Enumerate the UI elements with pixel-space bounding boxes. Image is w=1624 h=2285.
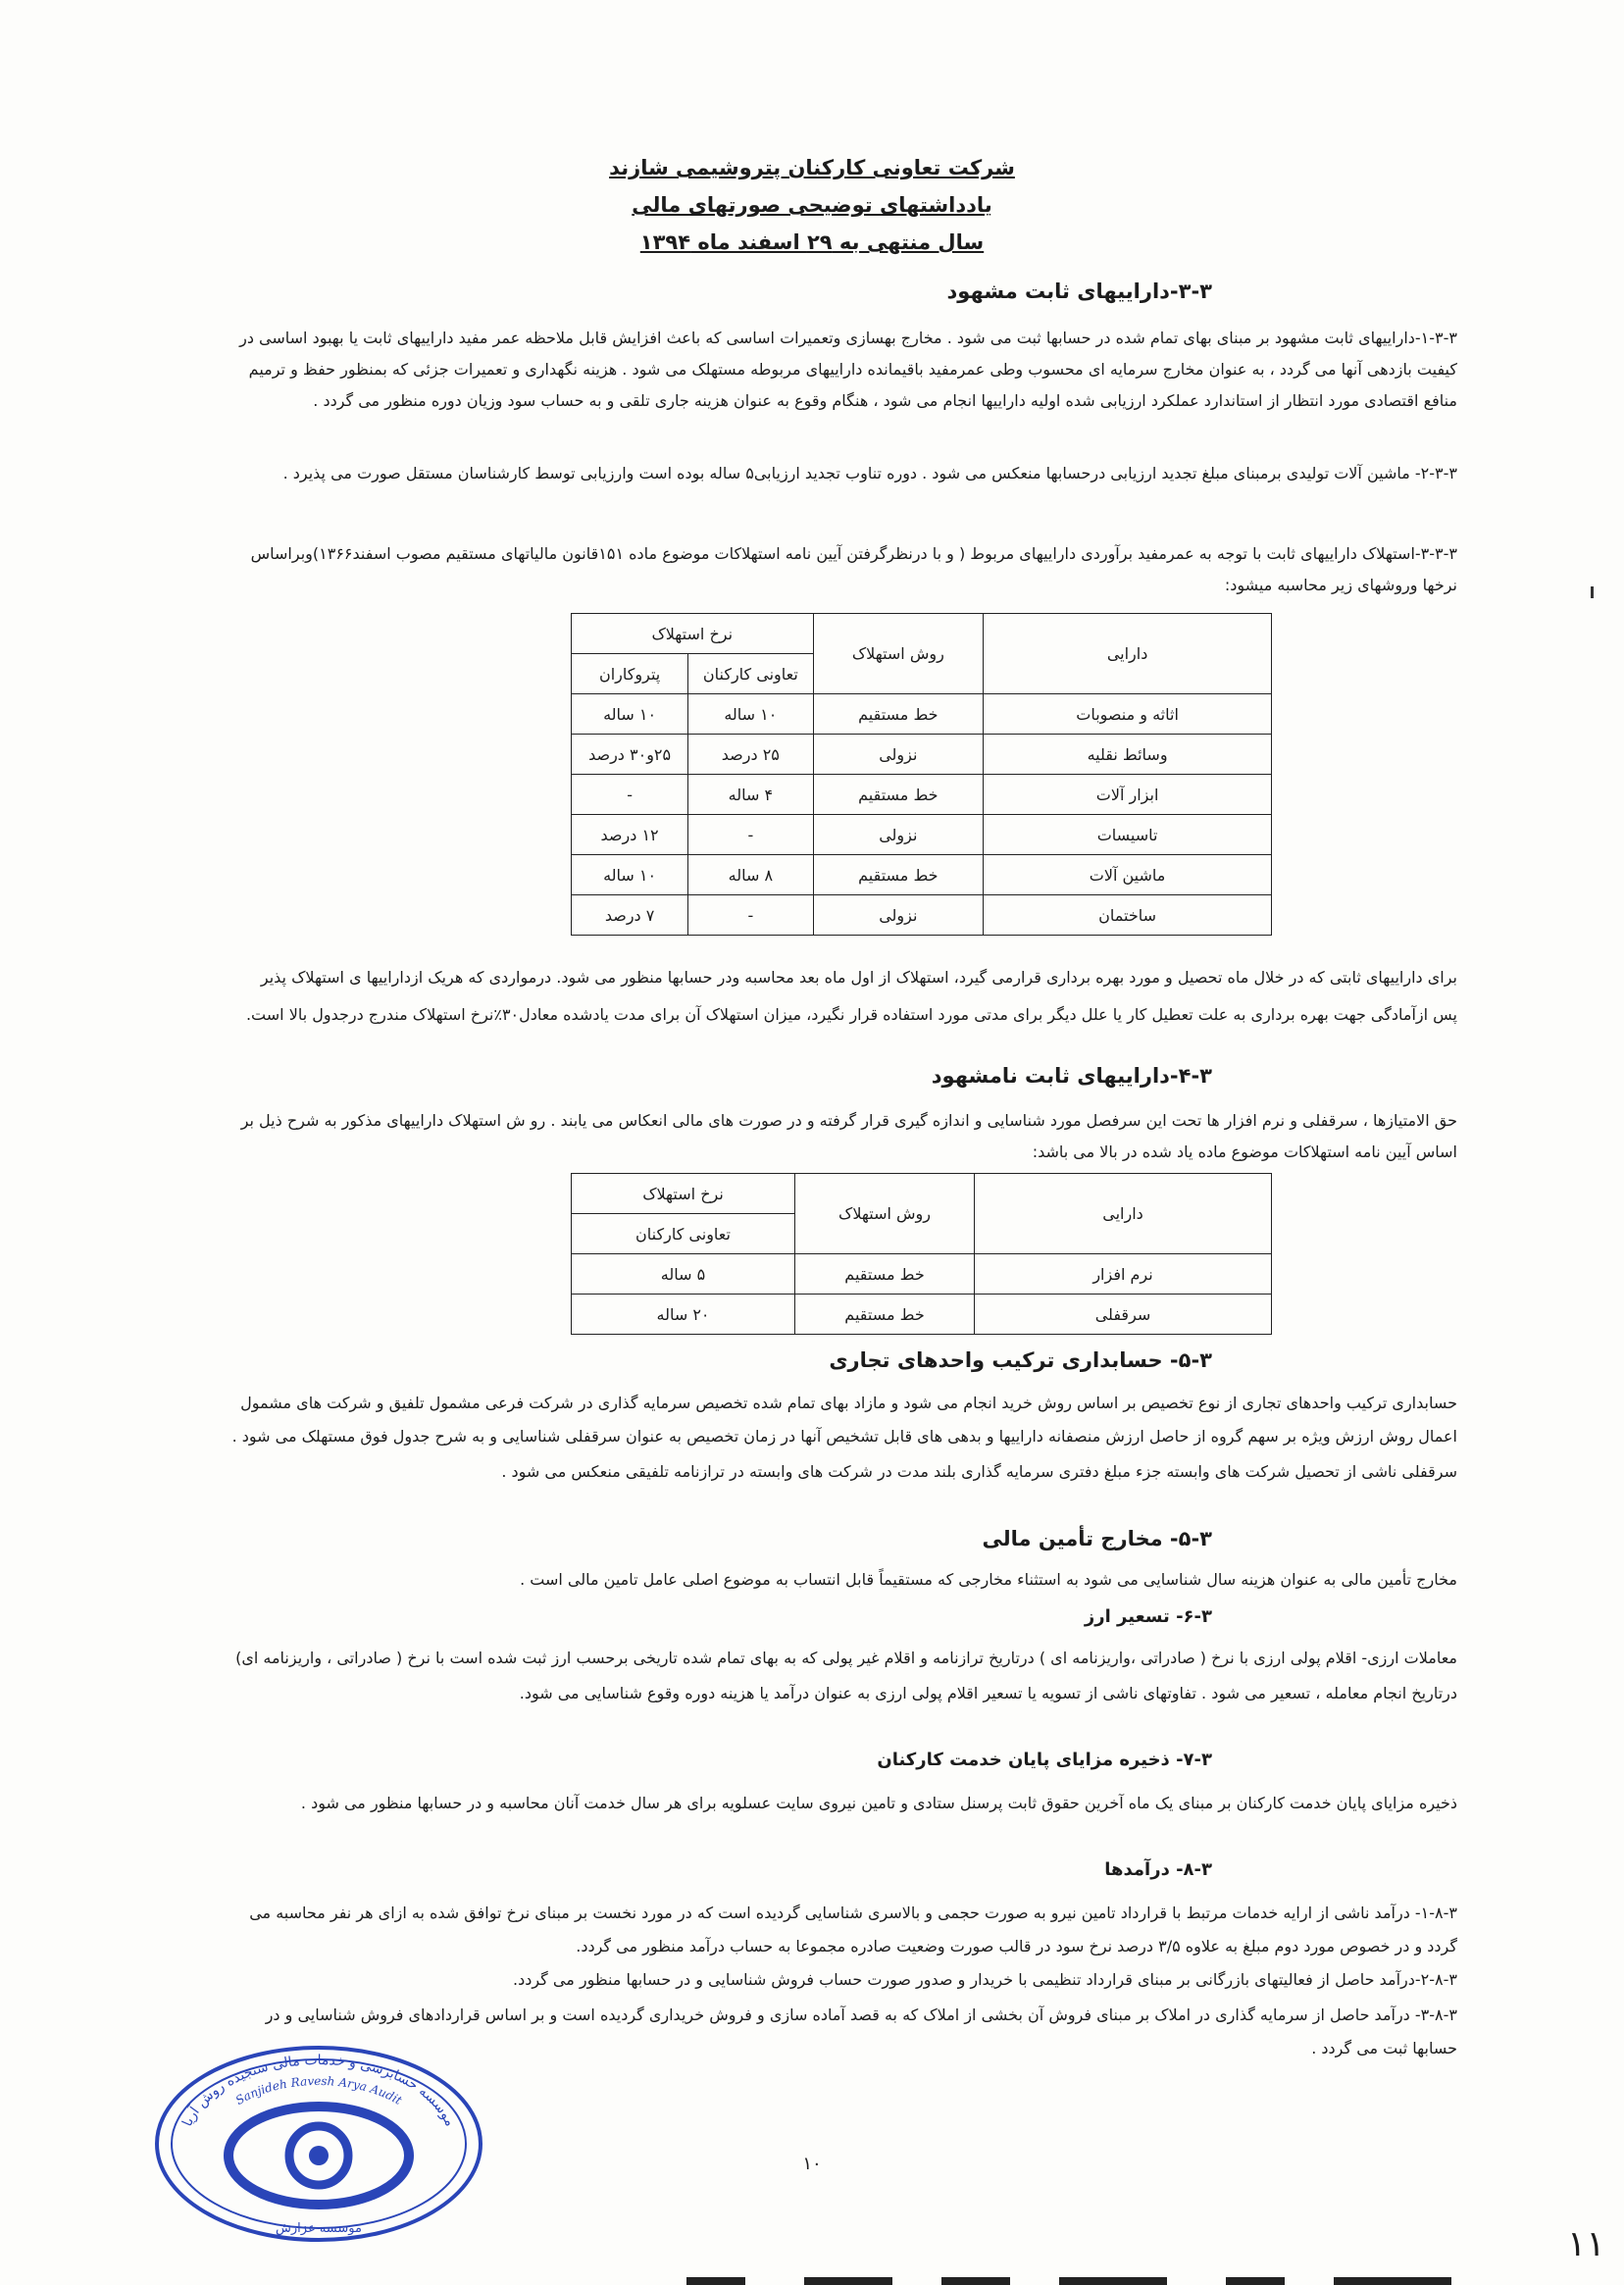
cell-asset: ساختمان [984, 895, 1272, 936]
svg-text:موسسه حسابرسی و خدمات مالی سنج [179, 2053, 458, 2129]
table-header-row [572, 1174, 1272, 1214]
cell-coop: ۱۰ ساله [688, 694, 813, 735]
table-row [572, 735, 1272, 775]
table-row [572, 775, 1272, 815]
column-header-rate: نرخ استهلاک [572, 1174, 795, 1214]
paragraph-line: پس ازآمادگی جهت بهره برداری به علت تعطیل کار یا علل دیگر برای مدتی مورد استفاده قرار نگیرد، میزان استهلاک آن برای مدت یادشده معادل۳۰٪نرخ استهلاک مندرج درجدول بالا است. [245, 1005, 1457, 1024]
column-header-asset: دارایی [984, 614, 1272, 694]
page-number: ۱۰ [802, 2154, 822, 2174]
cell-method: نزولی [813, 815, 984, 855]
paragraph-line: ۳-۳-۳-استهلاک دارایيهای ثابت با توجه به عمرمفید برآوردی دارایيهای مربوط ( و با درنظرگرفتن آیین نامه استهلاکات موضوع ماده ۱۵۱قانون مالیاتهای مستقیم مصوب اسفند۱۳۶۶)وبراساس [250, 544, 1457, 563]
cell-method: خط مستقیم [813, 775, 984, 815]
cell-coop: ۲۰ ساله [572, 1295, 795, 1335]
cell-coop: ۸ ساله [688, 855, 813, 895]
paragraph-line: ۳-۸-۳- درآمد حاصل از سرمایه گذاری در املاک بر مبنای فروش آن بخشی از املاک که به قصد آماده سازی و فروش خریداری گردیده است و بر اساس قراردادهای فروش شناسایی و در [265, 2006, 1457, 2024]
stamp-text-top: موسسه حسابرسی و خدمات مالی سنجیده روش آریا [179, 2052, 458, 2129]
stamp-text-bottom: موسسه عزارش [276, 2221, 362, 2236]
cell-coop: ۲۵ درصد [688, 735, 813, 775]
paragraph-line: ۱-۳-۳-دارایيهای ثابت مشهود بر مبنای بهای تمام شده در حسابها ثبت می شود . مخارج بهسازی وتعمیرات اساسی که باعث افزایش قابل ملاحظه عمر مفید دارایيهای ثابت یا بهبود اساسی در [239, 329, 1457, 347]
section-heading-business-combination: ۵-۳- حسابداری ترکیب واحدهای تجاری [829, 1348, 1212, 1372]
section-heading-intangible-assets: ۴-۳-دارایيهای ثابت نامشهود [931, 1064, 1212, 1088]
scan-edge-mark [686, 2277, 745, 2285]
paragraph-line: سرقفلی ناشی از تحصیل شرکت های وابسته جزء مبلغ دفتری سرمایه گذاری بلند مدت در شرکت های وابسته در ترازنامه تلفیقی منعکس می شود . [501, 1462, 1457, 1481]
cell-asset: سرقفلی [975, 1295, 1272, 1335]
cell-method: خط مستقیم [813, 694, 984, 735]
paragraph-line: ۲-۳-۳- ماشین آلات تولیدی برمبنای مبلغ تجدید ارزیابی درحسابها منعکس می شود . دوره تناوب تجدید ارزیابی۵ ساله بوده است وارزیابی توسط کارشناسان مستقل صورت می پذیرد . [282, 464, 1457, 482]
paragraph-line: حق الامتیازها ، سرقفلی و نرم افزار ها تحت این سرفصل مورد شناسایی و اندازه گیری قرار گرفته و در صورت های مالی انعکاس می یابند . رو ش استهلاک دارایيهای مذکور به شرح ذیل بر [240, 1111, 1457, 1130]
section-heading-tangible-assets: ۳-۳-دارایيهای ثابت مشهود [946, 279, 1212, 303]
column-header-petro: پتروکاران [572, 654, 688, 694]
cell-method: نزولی [813, 735, 984, 775]
table-row [572, 1295, 1272, 1335]
scan-edge-mark [804, 2277, 892, 2285]
paragraph-line: ذخیره مزایای پایان خدمت کارکنان بر مبنای یک ماه آخرین حقوق ثابت پرسنل ستادی و تامین نیروی سایت عسلویه برای هر سال خدمت آنان محاسبه و در حسابها منظور می شود . [300, 1794, 1457, 1812]
table-row [572, 815, 1272, 855]
cell-asset: وسائط نقلیه [984, 735, 1272, 775]
scan-edge-mark [1226, 2277, 1285, 2285]
section-heading-financing-costs: ۵-۳- مخارج تأمین مالی [982, 1527, 1212, 1550]
notes-title: یادداشتهای توضیحی صورتهای مالی [632, 193, 992, 217]
table-header-row [572, 614, 1272, 654]
table-row [572, 895, 1272, 936]
cell-method: خط مستقیم [813, 855, 984, 895]
cell-method: خط مستقیم [795, 1254, 975, 1295]
cell-petro: ۱۰ ساله [572, 855, 688, 895]
intangible-depreciation-table [571, 1173, 1272, 1335]
cell-asset: تاسیسات [984, 815, 1272, 855]
table-row [572, 694, 1272, 735]
paragraph-line: حسابداری ترکیب واحدهای تجاری از نوع تخصیص بر اساس روش خرید انجام می شود و مازاد بهای تمام شده تخصیص سرمایه گذاری در شرکت فرعی مشمول تلفیق و شرکت های مشمول [240, 1394, 1457, 1412]
section-heading-currency: ۶-۳- تسعیر ارز [1084, 1606, 1212, 1627]
cell-asset: اثاثه و منصوبات [984, 694, 1272, 735]
paragraph-line: ۲-۸-۳-درآمد حاصل از فعالیتهای بازرگانی بر مبنای قرارداد تنظیمی با خریدار و صدور صورت حساب فروش شناسایی و در حسابها منظور می گردد. [513, 1970, 1457, 1989]
table-row [572, 1254, 1272, 1295]
paragraph-line: منافع اقتصادی مورد انتظار از استاندارد عملکرد ارزیابی شده اولیه دارایيها انجام می شود ، هنگام وقوع به عنوان هزینه جاری تلقی و به حساب سود وزیان دوره منظور می گردد . [313, 391, 1457, 410]
section-heading-revenues: ۸-۳- درآمدها [1104, 1859, 1212, 1880]
paragraph-line: اساس آیین نامه استهلاکات موضوع ماده یاد شده در بالا می باشد: [1032, 1142, 1457, 1161]
cell-method: خط مستقیم [795, 1295, 975, 1335]
cell-asset: نرم افزار [975, 1254, 1272, 1295]
cell-method: نزولی [813, 895, 984, 936]
scan-edge-mark [941, 2277, 1010, 2285]
column-header-method: روش استهلاک [795, 1174, 975, 1254]
scan-edge-mark [1059, 2277, 1167, 2285]
column-header-method: روش استهلاک [813, 614, 984, 694]
paragraph-line: درتاریخ انجام معامله ، تسعیر می شود . تفاوتهای ناشی از تسویه یا تسعیر اقلام پولی ارزی به عنوان درآمد یا هزینه دوره وقوع شناسایی می شود. [519, 1684, 1457, 1702]
margin-mark [1591, 586, 1594, 598]
stamp-text-en: Sanjideh Ravesh Arya Audit [232, 2073, 405, 2107]
cell-asset: ابزار آلات [984, 775, 1272, 815]
paragraph-line: معاملات ارزی- اقلام پولی ارزی با نرخ ( صادراتی ،واریزنامه ای ) درتاریخ ترازنامه و اقلام غیر پولی که به بهای تمام شده تاریخی برحسب ارز ثبت شده است با نرخ ( صادراتی ، واریزنامه ای) [235, 1649, 1457, 1667]
stamp-graphic [147, 2040, 490, 2248]
document-header [0, 149, 1624, 261]
cell-coop: ۴ ساله [688, 775, 813, 815]
cell-coop: ۵ ساله [572, 1254, 795, 1295]
column-header-coop: تعاونی کارکنان [572, 1214, 795, 1254]
cell-petro: - [572, 775, 688, 815]
section-heading-end-of-service: ۷-۳- ذخیره مزایای پایان خدمت کارکنان [877, 1750, 1212, 1770]
corner-number: ۱۱ [1567, 2224, 1605, 2264]
fiscal-year: سال منتهی به ۲۹ اسفند ماه ۱۳۹۴ [639, 230, 985, 254]
paragraph-line: برای دارایيهای ثابتی که در خلال ماه تحصیل و مورد بهره برداری قرارمی گیرد، استهلاک از اول ماه بعد محاسبه ودر حسابها منظور می شود. درمواردی که هریک ازدارایيها ی استهلاک پذیر [260, 968, 1457, 987]
paragraph-line: ۱-۸-۳- درآمد ناشی از ارایه خدمات مرتبط با قرارداد تامین نیرو به صورت حجمی و بالاسری شناسایی گردیده است که در مورد نخست بر مبنای نرخ توافق شده به ازای هر نفر محاسبه می [249, 1904, 1457, 1922]
cell-petro: ۲۵و۳۰ درصد [572, 735, 688, 775]
column-header-asset: دارایی [975, 1174, 1272, 1254]
audit-firm-stamp [147, 2040, 490, 2248]
cell-petro: ۱۲ درصد [572, 815, 688, 855]
paragraph-line: حسابها ثبت می گردد . [1311, 2039, 1457, 2057]
column-header-coop: تعاونی کارکنان [688, 654, 813, 694]
paragraph-line: گردد و در خصوص مورد دوم مبلغ به علاوه ۳/۵ درصد نرخ سود در قالب صورت وضعیت صادره مجموعا به حساب درآمد منظور می گردد. [576, 1937, 1457, 1955]
column-header-rate: نرخ استهلاک [572, 614, 814, 654]
cell-petro: ۱۰ ساله [572, 694, 688, 735]
cell-coop: - [688, 815, 813, 855]
tangible-depreciation-table [571, 613, 1272, 936]
cell-asset: ماشین آلات [984, 855, 1272, 895]
cell-petro: ۷ درصد [572, 895, 688, 936]
paragraph-line: کیفیت بازدهی آنها می گردد ، به عنوان مخارج سرمایه ای محسوب وطی عمرمفید باقیمانده دارایيهای مربوطه مستهلک می شود . هزینه نگهداری و تعمیرات جزئی که بمنظور حفظ و ترمیم [248, 360, 1457, 379]
cell-coop: - [688, 895, 813, 936]
paragraph-line: اعمال روش ارزش ویژه بر سهم گروه از حاصل ارزش منصفانه دارایيها و بدهی های قابل تشخیص آنها در زمان تخصیص به عنوان سرقفلی شناسایی و به شرح جدول فوق مستهلک می شود . [231, 1427, 1457, 1446]
scan-edge-mark [1334, 2277, 1451, 2285]
table-row [572, 855, 1272, 895]
paragraph-line: نرخها وروشهای زیر محاسبه میشود: [1224, 576, 1457, 594]
company-name: شرکت تعاونی کارکنان پتروشیمی شازند [609, 156, 1015, 179]
paragraph-line: مخارج تأمین مالی به عنوان هزینه سال شناسایی می شود به استثناء مخارجی که مستقیماً قابل انتساب به موضوع اصلی عامل تامین مالی است . [520, 1570, 1457, 1589]
